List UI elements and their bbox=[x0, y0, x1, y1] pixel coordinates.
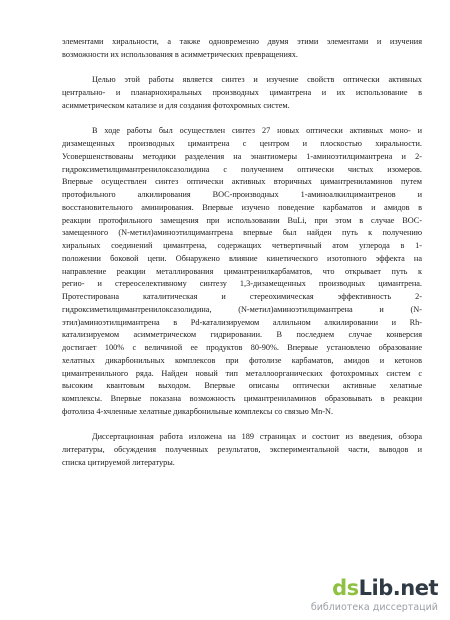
text-line: Впервые осуществлен синтез оптически активных вторичных цимантрениламинов путем bbox=[62, 177, 422, 187]
dslib-watermark-logo bbox=[310, 576, 442, 616]
text-line: Усовершенствованы методики разделения на энантиомеры 1-аминоэтилцимантрена и 2- bbox=[62, 151, 422, 161]
paragraph-gap bbox=[62, 113, 422, 126]
text-line: хелатных дикарбонильных комплексов при фотолизе карбаматов, амидов и кетонов bbox=[62, 355, 422, 365]
text-line: достигает 100% с величиной ee продуктов 80-90%. Впервые установлено образование bbox=[62, 343, 422, 352]
text-line: фотолиза 4-хчленные хелатные дикарбонильные комплексы со связью Mn-N. bbox=[62, 406, 334, 416]
text-line: асимметрическом катализе и для создания фотохромных систем. bbox=[62, 100, 290, 110]
text-line: гидроксиметилцимантренилоксазолидина с получением оптически чистых изомеров. bbox=[62, 164, 422, 174]
text-line: возможности их использования в асимметрических превращениях. bbox=[62, 49, 298, 59]
text-line: комплексы. Впервые показана возможность цимантрениламинов образовывать в реакции bbox=[62, 394, 422, 403]
text-line: направление реакции металлирования цимантренилкарбаматов, что открывает путь к bbox=[62, 266, 422, 276]
text-line: протофильного алкилирования BOC-производных 1-аминоалкилцимантренов и bbox=[62, 190, 422, 199]
text-line: центрально- и планарнохиральных производных цимантрена и их использование в bbox=[62, 88, 422, 97]
text-line: Протестирована каталитическая и стереохимическая эффективность 2- bbox=[62, 292, 422, 301]
text-line: замещенного (N-метил)аминоэтилцимантрена впервые был найден путь к получению bbox=[62, 228, 422, 238]
text-line: элементами хиральности, а также одновременно двумя этими элементами и изучения bbox=[62, 37, 422, 46]
document-body bbox=[62, 36, 422, 470]
text-line: Диссертационная работа изложена на 189 страницах и состоит из введения, обзора bbox=[92, 432, 422, 442]
text-line: восстановительного аминирования. Впервые изучено поведение карбаматов и амидов в bbox=[62, 202, 422, 212]
watermark-subtitle: библиотека диссертаций bbox=[310, 602, 438, 613]
text-line: списка цитируемой литературы. bbox=[62, 457, 175, 467]
text-line: Целью этой работы является синтез и изучение свойств оптически активных bbox=[92, 75, 422, 85]
text-line: дизамещенных производных цимантрена с центром и плоскостью хиральности. bbox=[62, 139, 422, 148]
text-line: катализируемом асимметрическом гидрировании. В последнем случае конверсия bbox=[62, 330, 422, 340]
paragraph-gap bbox=[62, 419, 422, 432]
watermark-lib: Lib.net bbox=[358, 576, 438, 600]
watermark-ds: ds bbox=[332, 576, 359, 600]
text-line: литературы, обсуждения полученных результатов, экспериментальной части, выводов и bbox=[62, 445, 422, 454]
text-line: положении боковой цепи. Обнаружено влияние кинетического изотопного эффекта на bbox=[62, 253, 422, 263]
watermark-brand bbox=[332, 576, 438, 600]
text-line: этил)аминоэтилцимантрена в Pd-катализируемом аллильном алкилировании и Rh- bbox=[62, 317, 422, 327]
text-line: цимантренильного ряда. Найден новый тип металлоорганических фотохромных систем с bbox=[62, 368, 422, 378]
paragraph-gap bbox=[62, 62, 422, 75]
text-line: В ходе работы был осуществлен синтез 27 новых оптически активных моно- и bbox=[92, 126, 422, 136]
text-line: реакции протофильного замещения при использовании BuLi, при этом в случае BOC- bbox=[62, 215, 422, 225]
text-line: регио- и стереоселективному синтезу 1,3-дизамещенных производных цимантрена. bbox=[62, 279, 422, 289]
text-line: гидроксиметилцимантренилоксазолидина, (N-метил)аминоэтилцимантрена и (N- bbox=[62, 304, 422, 314]
text-line: высоким квантовым выходом. Впервые описаны оптически активные хелатные bbox=[62, 381, 422, 391]
text-line: хиральных соединений цимантрена, содержащих четвертичный атом углерода в 1- bbox=[62, 241, 422, 250]
